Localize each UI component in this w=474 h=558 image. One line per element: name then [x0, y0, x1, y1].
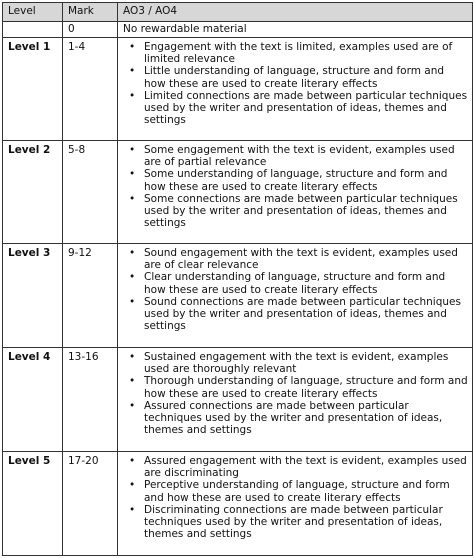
- ao-criteria: [118, 348, 473, 452]
- criterion-connections: • Some connections are made between particular techniques used by the writer and presentation of ideas, themes and settings: [123, 193, 468, 230]
- level-4-row: [3, 348, 473, 452]
- header-ao: AO3 / AO4: [118, 3, 473, 22]
- level-label: Level 1: [3, 38, 63, 141]
- criterion-engagement: • Sustained engagement with the text is evident, examples used are thoroughly relevant: [123, 351, 468, 375]
- criterion-understanding: • Clear understanding of language, structure and form and how these are used to create literary effects: [123, 271, 468, 295]
- level-label: Level 5: [3, 452, 63, 556]
- zero-mark-row: [3, 22, 473, 38]
- criterion-connections: • Discriminating connections are made between particular techniques used by the writer and presentation of ideas, themes and settings: [123, 504, 468, 541]
- mark-scheme-table: [2, 2, 473, 556]
- criterion-understanding: • Thorough understanding of language, structure and form and how these are used to create literary effects: [123, 375, 468, 399]
- ao-criteria: [118, 244, 473, 348]
- criteria-list: [123, 41, 468, 126]
- criterion-connections: • Limited connections are made between particular techniques used by the writer and presentation of ideas, themes and settings: [123, 90, 468, 127]
- criterion-engagement: • Assured engagement with the text is evident, examples used are discriminating: [123, 455, 468, 479]
- criterion-understanding: • Little understanding of language, structure and form and how these are used to create literary effects: [123, 65, 468, 89]
- criterion-connections: • Sound connections are made between particular techniques used by the writer and presentation of ideas, themes and settings: [123, 296, 468, 333]
- criteria-list: [123, 351, 468, 436]
- zero-mark: 0: [63, 22, 118, 38]
- level-label: Level 4: [3, 348, 63, 452]
- header-level: Level: [3, 3, 63, 22]
- header-row: [3, 3, 473, 22]
- criterion-engagement: • Some engagement with the text is evident, examples used are of partial relevance: [123, 144, 468, 168]
- mark-range: 17-20: [63, 452, 118, 556]
- criteria-list: [123, 144, 468, 229]
- mark-range: 9-12: [63, 244, 118, 348]
- level-label: Level 3: [3, 244, 63, 348]
- criteria-list: [123, 455, 468, 540]
- mark-range: 5-8: [63, 141, 118, 244]
- level-5-row: [3, 452, 473, 556]
- mark-range: 1-4: [63, 38, 118, 141]
- criterion-understanding: • Perceptive understanding of language, structure and form and how these are used to create literary effects: [123, 479, 468, 503]
- level-3-row: [3, 244, 473, 348]
- criterion-understanding: • Some understanding of language, structure and form and how these are used to create literary effects: [123, 168, 468, 192]
- ao-criteria: [118, 141, 473, 244]
- level-label: Level 2: [3, 141, 63, 244]
- criteria-list: [123, 247, 468, 332]
- criterion-engagement: • Engagement with the text is limited, examples used are of limited relevance: [123, 41, 468, 65]
- zero-level-cell: [3, 22, 63, 38]
- ao-criteria: [118, 38, 473, 141]
- ao-criteria: [118, 452, 473, 556]
- level-2-row: [3, 141, 473, 244]
- criterion-engagement: • Sound engagement with the text is evident, examples used are of clear relevance: [123, 247, 468, 271]
- level-1-row: [3, 38, 473, 141]
- criterion-connections: • Assured connections are made between particular techniques used by the writer and presentation of ideas, themes and settings: [123, 400, 468, 437]
- mark-range: 13-16: [63, 348, 118, 452]
- header-mark: Mark: [63, 3, 118, 22]
- zero-description: No rewardable material: [118, 22, 473, 38]
